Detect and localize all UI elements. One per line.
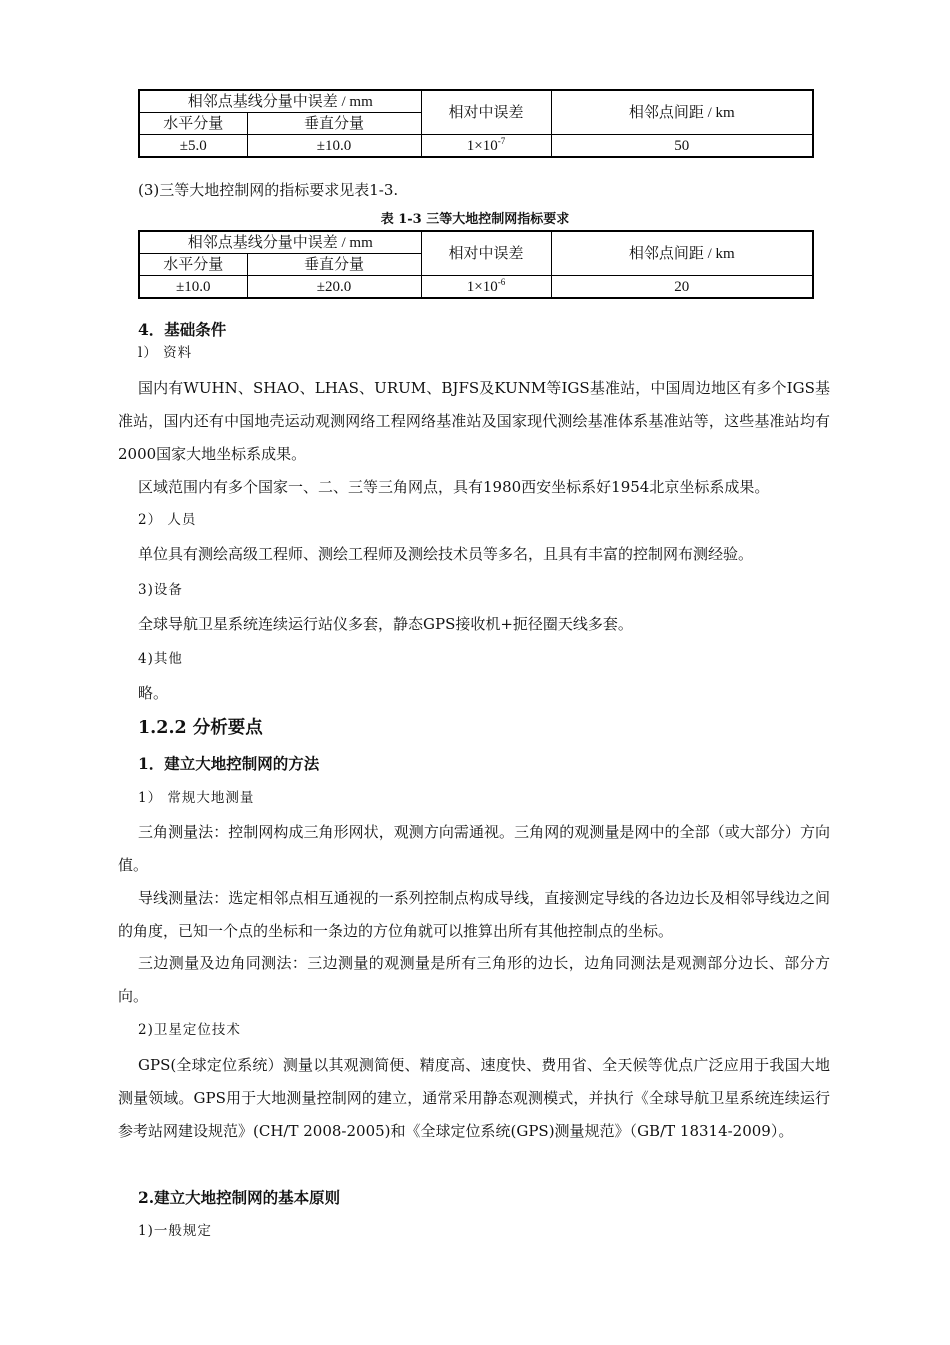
grade3-intro: (3)三等大地控制网的指标要求见表1-3.	[138, 181, 399, 199]
subheading-equipment: 3)设备	[138, 582, 183, 598]
table-header-horizontal: 水平分量	[139, 113, 247, 135]
table-cell-vertical: ±10.0	[247, 135, 421, 158]
table-caption: 表 1-3 三等大地控制网指标要求	[380, 212, 570, 227]
subheading-other: 4)其他	[138, 651, 183, 667]
table-header-distance: 相邻点间距 / km	[551, 90, 813, 135]
table-cell-distance: 50	[551, 135, 813, 158]
table-header-vertical: 垂直分量	[247, 113, 421, 135]
table-header-baseline-error: 相邻点基线分量中误差 / mm	[139, 90, 421, 113]
table-cell-horizontal: ±10.0	[139, 276, 247, 299]
paragraph-traverse: 导线测量法：选定相邻点相互通视的一系列控制点构成导线，直接测定导线的各边边长及相邻导线边之间的角度，已知一个点的坐标和一条边的方位角就可以推算出所有其他控制点的坐标。	[118, 889, 830, 940]
paragraph-trilateration: 三边测量及边角同测法：三边测量的观测量是所有三角形的边长，边角同测法是观测部分边长、部分方向。	[118, 954, 830, 1005]
subheading-conventional: 1） 常规大地测量	[138, 790, 255, 806]
table-grade3-spec	[138, 230, 814, 299]
subheading-people: 2） 人员	[138, 512, 197, 528]
table-grade2-spec	[138, 89, 814, 158]
table-header-distance: 相邻点间距 / km	[551, 231, 813, 276]
table-header-relative-error: 相对中误差	[421, 231, 551, 276]
paragraph-equipment: 全球导航卫星系统连续运行站仪多套，静态GPS接收机+扼径圈天线多套。	[138, 615, 633, 633]
paragraph-reference-stations: 国内有WUHN、SHAO、LHAS、URUM、BJFS及KUNM等IGS基准站，中国周边地区有多个IGS基准站，国内还有中国地壳运动观测网络工程网络基准站及国家现代测绘基准体系基准站等，这些基准站均有2000国家大地坐标系成果。	[118, 379, 830, 463]
relative-exponent: -6	[497, 276, 506, 287]
paragraph-people: 单位具有测绘高级工程师、测绘工程师及测绘技术员等多名，且具有丰富的控制网布测经验。	[138, 545, 754, 563]
paragraph-triangulation: 三角测量法：控制网构成三角形网状，观测方向需通视。三角网的观测量是网中的全部（或大部分）方向值。	[118, 823, 830, 874]
paragraph-triangulation-points: 区域范围内有多个国家一、二、三等三角网点，具有1980西安坐标系好1954北京坐标系成果。	[138, 478, 770, 496]
subheading-general: 1)一般规定	[138, 1223, 212, 1239]
paragraph-gps: GPS(全球定位系统）测量以其观测简便、精度高、速度快、费用省、全天候等优点广泛应用于我国大地测量领域。GPS用于大地测量控制网的建立，通常采用静态观测模式，并执行《全球导航卫星系统连续运行参考站网建设规范》(CH/T 2008-2005)和《全球定位系统(GPS)测量规范》（GB/T 18314-2009）。	[118, 1056, 830, 1140]
subheading-data: l） 资料	[138, 345, 193, 361]
table-header-baseline-error: 相邻点基线分量中误差 / mm	[139, 231, 421, 254]
section-title-basics: 4．基础条件	[138, 320, 227, 339]
table-cell-distance: 20	[551, 276, 813, 299]
table-cell-vertical: ±20.0	[247, 276, 421, 299]
section-title-analysis: 1.2.2 分析要点	[138, 718, 263, 738]
heading-principles: 2.建立大地控制网的基本原则	[138, 1188, 341, 1207]
heading-methods: 1．建立大地控制网的方法	[138, 754, 320, 773]
table-cell-relative	[421, 135, 551, 158]
relative-exponent: -7	[497, 135, 506, 146]
table-header-relative-error: 相对中误差	[421, 90, 551, 135]
table-cell-horizontal: ±5.0	[139, 135, 247, 158]
subheading-satellite: 2)卫星定位技术	[138, 1022, 241, 1038]
table-cell-relative	[421, 276, 551, 299]
paragraph-other: 略。	[138, 684, 169, 702]
relative-base: 1×10	[466, 137, 498, 154]
table-header-vertical: 垂直分量	[247, 254, 421, 276]
relative-base: 1×10	[466, 278, 498, 295]
table-header-horizontal: 水平分量	[139, 254, 247, 276]
